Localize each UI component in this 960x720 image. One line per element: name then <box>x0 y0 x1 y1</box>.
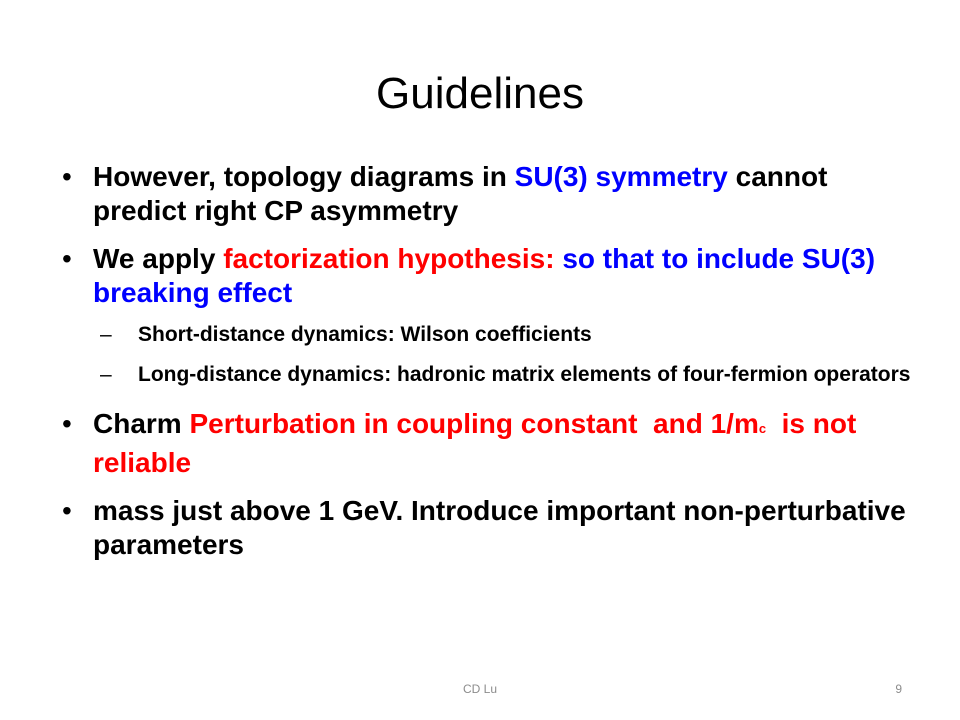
subbullet-item <box>62 362 922 387</box>
dash-icon: – <box>100 363 112 386</box>
bullet-text-part: factorization hypothesis: <box>223 243 555 274</box>
bullet-dot-icon: • <box>62 243 72 274</box>
bullet-text-part: Charm <box>93 408 190 439</box>
slide-body <box>62 160 922 576</box>
bullet-item <box>62 242 922 310</box>
footer-author: CD Lu <box>462 682 497 696</box>
subbullet-text: Long-distance dynamics: hadronic matrix elements of four-fermion operators <box>138 363 911 386</box>
dash-icon: – <box>100 323 112 346</box>
bullet-item <box>62 407 922 480</box>
bullet-dot-icon: • <box>62 161 72 192</box>
bullet-text-part: so that to include SU(3) breaking effect <box>93 243 876 308</box>
slide-title: Guidelines <box>376 69 584 118</box>
bullet-text-part: SU(3) symmetry <box>514 161 728 192</box>
bullet-text-part: We apply <box>93 243 224 274</box>
subbullet-item <box>62 322 922 347</box>
bullet-text-part: is not reliable <box>93 408 865 478</box>
bullet-text-part: mass just above 1 GeV. Introduce important non-perturbative parameters <box>93 495 906 560</box>
bullet-text-part: cannot predict right CP asymmetry <box>93 161 828 226</box>
bullet-text-part: Perturbation in coupling constant and 1/m <box>189 408 759 439</box>
bullet-item <box>62 160 922 228</box>
page-number: 9 <box>895 682 902 696</box>
bullet-subscript: c <box>758 421 767 436</box>
bullet-item <box>62 494 922 562</box>
bullet-dot-icon: • <box>62 495 72 526</box>
bullet-text-part: However, topology diagrams in <box>93 161 515 192</box>
bullet-dot-icon: • <box>62 408 72 439</box>
subbullet-text: Short-distance dynamics: Wilson coefficients <box>138 323 592 346</box>
